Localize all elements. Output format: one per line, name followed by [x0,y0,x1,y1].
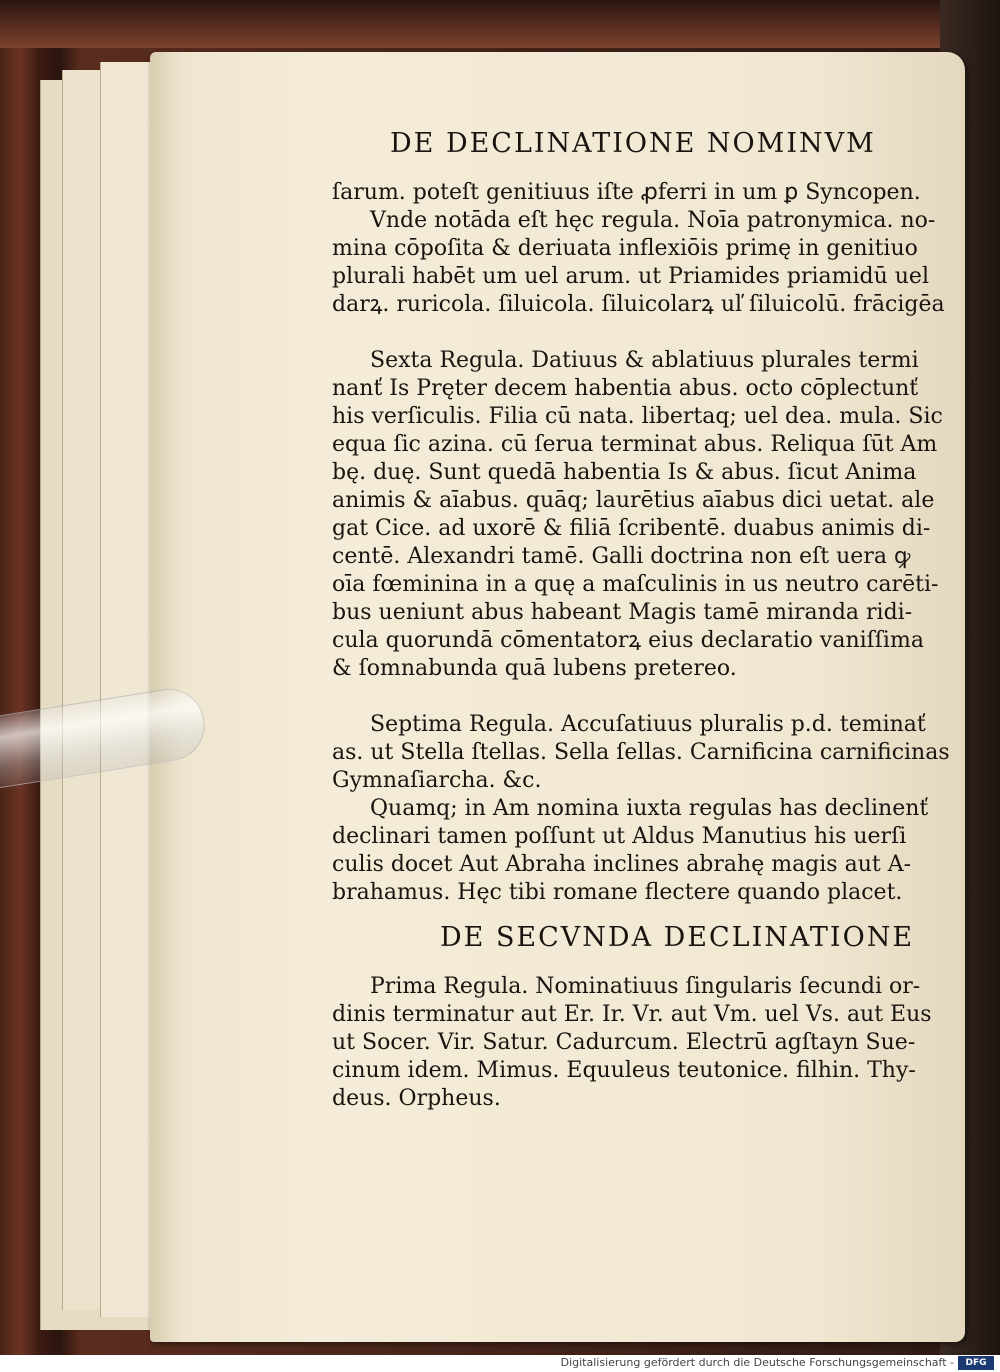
text-line: cula quorundā cōmentatorꝝ eius declaratio vaniſſima [332,628,924,653]
text-line: culis docet Aut Abraha inclines abrahę magis aut A- [332,852,912,877]
text-line: darꝝ. ruricola. ſiluicola. ſiluicolarꝝ uľ ſiluicolū. frācigēa [332,292,945,317]
text-line: dinis terminatur aut Er. Ir. Vr. aut Vm. uel Vs. aut Eus [332,1002,932,1027]
text-line: plurali habēt um uel arum. ut Priamides priamidū uel [332,264,929,289]
text-line: declinari tamen poſſunt ut Aldus Manutius his uerſi [332,824,907,849]
text-line: his verſiculis. Filia cū nata. libertaq; uel dea. mula. Sic [332,404,943,429]
text-line: nanť Is Pręter decem habentia abus. octo cōplectunť [332,376,919,401]
text-line: oīa fœminina in a quę a maſculinis in us neutro carēti- [332,572,939,597]
text-line: bus ueniunt abus habeant Magis tamē miranda ridi- [332,600,913,625]
text-line: & ſomnabunda quā lubens pretereo. [332,656,737,681]
text-line: animis & aīabus. quāq; laurētius aīabus dici uetat. ale [332,488,935,513]
text-line: bę. duę. Sunt quedā habentia Is & abus. ſicut Anima [332,460,917,485]
page-edge [100,62,156,1317]
text-line: centē. Alexandri tamē. Galli doctrina non eſt uera ꝙ [332,544,911,569]
text-line: mina cōpoſita & deriuata inflexiōis primę in genitiuo [332,236,918,261]
footer-bar [0,1355,1000,1372]
running-head: DE DECLINATIONE NOMINVM [390,128,876,159]
text-line: Quamq; in Am nomina iuxta regulas has declinenť [370,796,929,821]
text-line: ut Socer. Vir. Satur. Cadurcum. Electrū agſtayn Sue- [332,1030,916,1055]
text-line: Prima Regula. Nominatiuus ſingularis ſecundi or- [370,974,921,999]
dfg-logo-icon: DFG [958,1356,994,1370]
text-line: Septima Regula. Accuſatiuus pluralis p.d. teminať [370,712,926,737]
book-cover-top [0,0,1000,48]
text-line: brahamus. Hęc tibi romane flectere quando placet. [332,880,903,905]
text-line: gat Cice. ad uxorē & filiā ſcribentē. duabus animis di- [332,516,931,541]
text-line: Sexta Regula. Datiuus & ablatiuus plurales termi [370,348,919,373]
text-line: cinum idem. Mimus. Equuleus teutonice. filhin. Thy- [332,1058,916,1083]
text-line: Vnde notāda eſt hęc regula. Noīa patronymica. no- [370,208,936,233]
text-line: as. ut Stella ſtellas. Sella ſellas. Carnificina carnificinas [332,740,950,765]
text-line: equa ſic azina. cū ſerua terminat abus. Reliqua ſūt Am [332,432,938,457]
dfg-credit: Digitalisierung gefördert durch die Deutsche Forschungsgemeinschaft - [560,1356,954,1369]
text-line: deus. Orpheus. [332,1086,501,1111]
text-line: Gymnaſiarcha. &c. [332,768,542,793]
section-heading: DE SECVNDA DECLINATIONE [440,922,915,953]
text-line: ſarum. poteſt genitiuus iſte ꝓferri in um ꝑ Syncopen. [332,180,921,205]
